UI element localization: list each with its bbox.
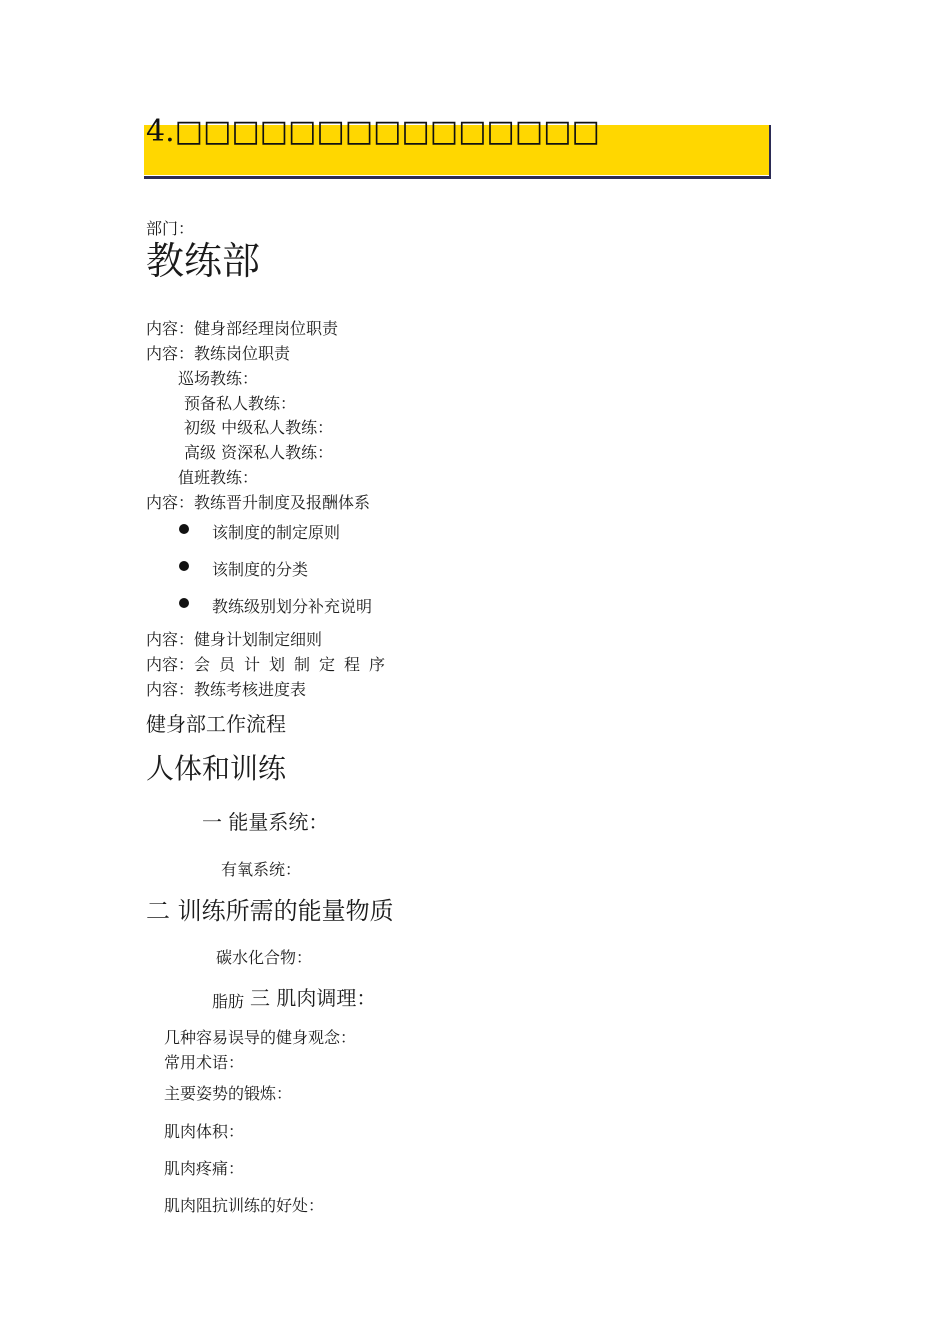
aerobic-system: 有氧系统： [221,860,302,879]
section-body-training: 人体和训练 [146,752,287,785]
document-title: 4.□□□□□□□□□□□□□□□ [146,114,600,149]
content-coach-duties: 内容：教练岗位职责 [146,344,291,363]
role-patrol-coach: 巡场教练： [178,369,259,388]
role-senior-coach: 高级 资深私人教练： [184,443,334,462]
bullet-icon [179,524,189,534]
title-edge-rule [769,125,771,178]
content-member-plan-text: 会员计划制定程序 [194,655,395,674]
note-postures: 主要姿势的锻炼： [164,1084,293,1103]
content-member-plan [146,652,394,675]
content-promotion-system: 内容：教练晋升制度及报酬体系 [146,493,371,512]
role-reserve-coach: 预备私人教练： [184,394,297,413]
content-member-plan-label: 内容： [146,655,195,674]
bullet-principles: 该制度的制定原则 [212,523,341,542]
bullet-icon [179,561,189,571]
bullet-level-notes: 教练级别划分补充说明 [212,597,373,616]
workflow-heading: 健身部工作流程 [146,712,286,736]
note-muscle-volume: 肌肉体积： [164,1122,245,1141]
role-junior-mid-coach: 初级 中级私人教练： [184,418,334,437]
fat: 脂肪 [212,992,245,1011]
note-muscle-soreness: 肌肉疼痛： [164,1159,245,1178]
content-plan-rules: 内容：健身计划制定细则 [146,630,323,649]
bullet-icon [179,598,189,608]
energy-system-heading: 一 能量系统： [202,810,329,834]
bullet-classification: 该制度的分类 [212,560,309,579]
note-resistance-benefits: 肌肉阻抗训练的好处： [164,1196,325,1215]
department-name: 教练部 [146,239,261,283]
role-duty-coach: 值班教练： [178,468,259,487]
note-terms: 常用术语： [164,1053,245,1072]
note-misconceptions: 几种容易误导的健身观念： [164,1028,357,1047]
energy-material-heading: 二 训练所需的能量物质 [146,897,394,925]
title-underline [144,176,771,179]
carbohydrates: 碳水化合物： [216,948,313,967]
muscle-conditioning-heading: 三 肌肉调理： [250,986,377,1010]
content-manager-duties: 内容：健身部经理岗位职责 [146,319,339,338]
department-label: 部门： [146,219,195,238]
content-assessment: 内容：教练考核进度表 [146,680,307,699]
